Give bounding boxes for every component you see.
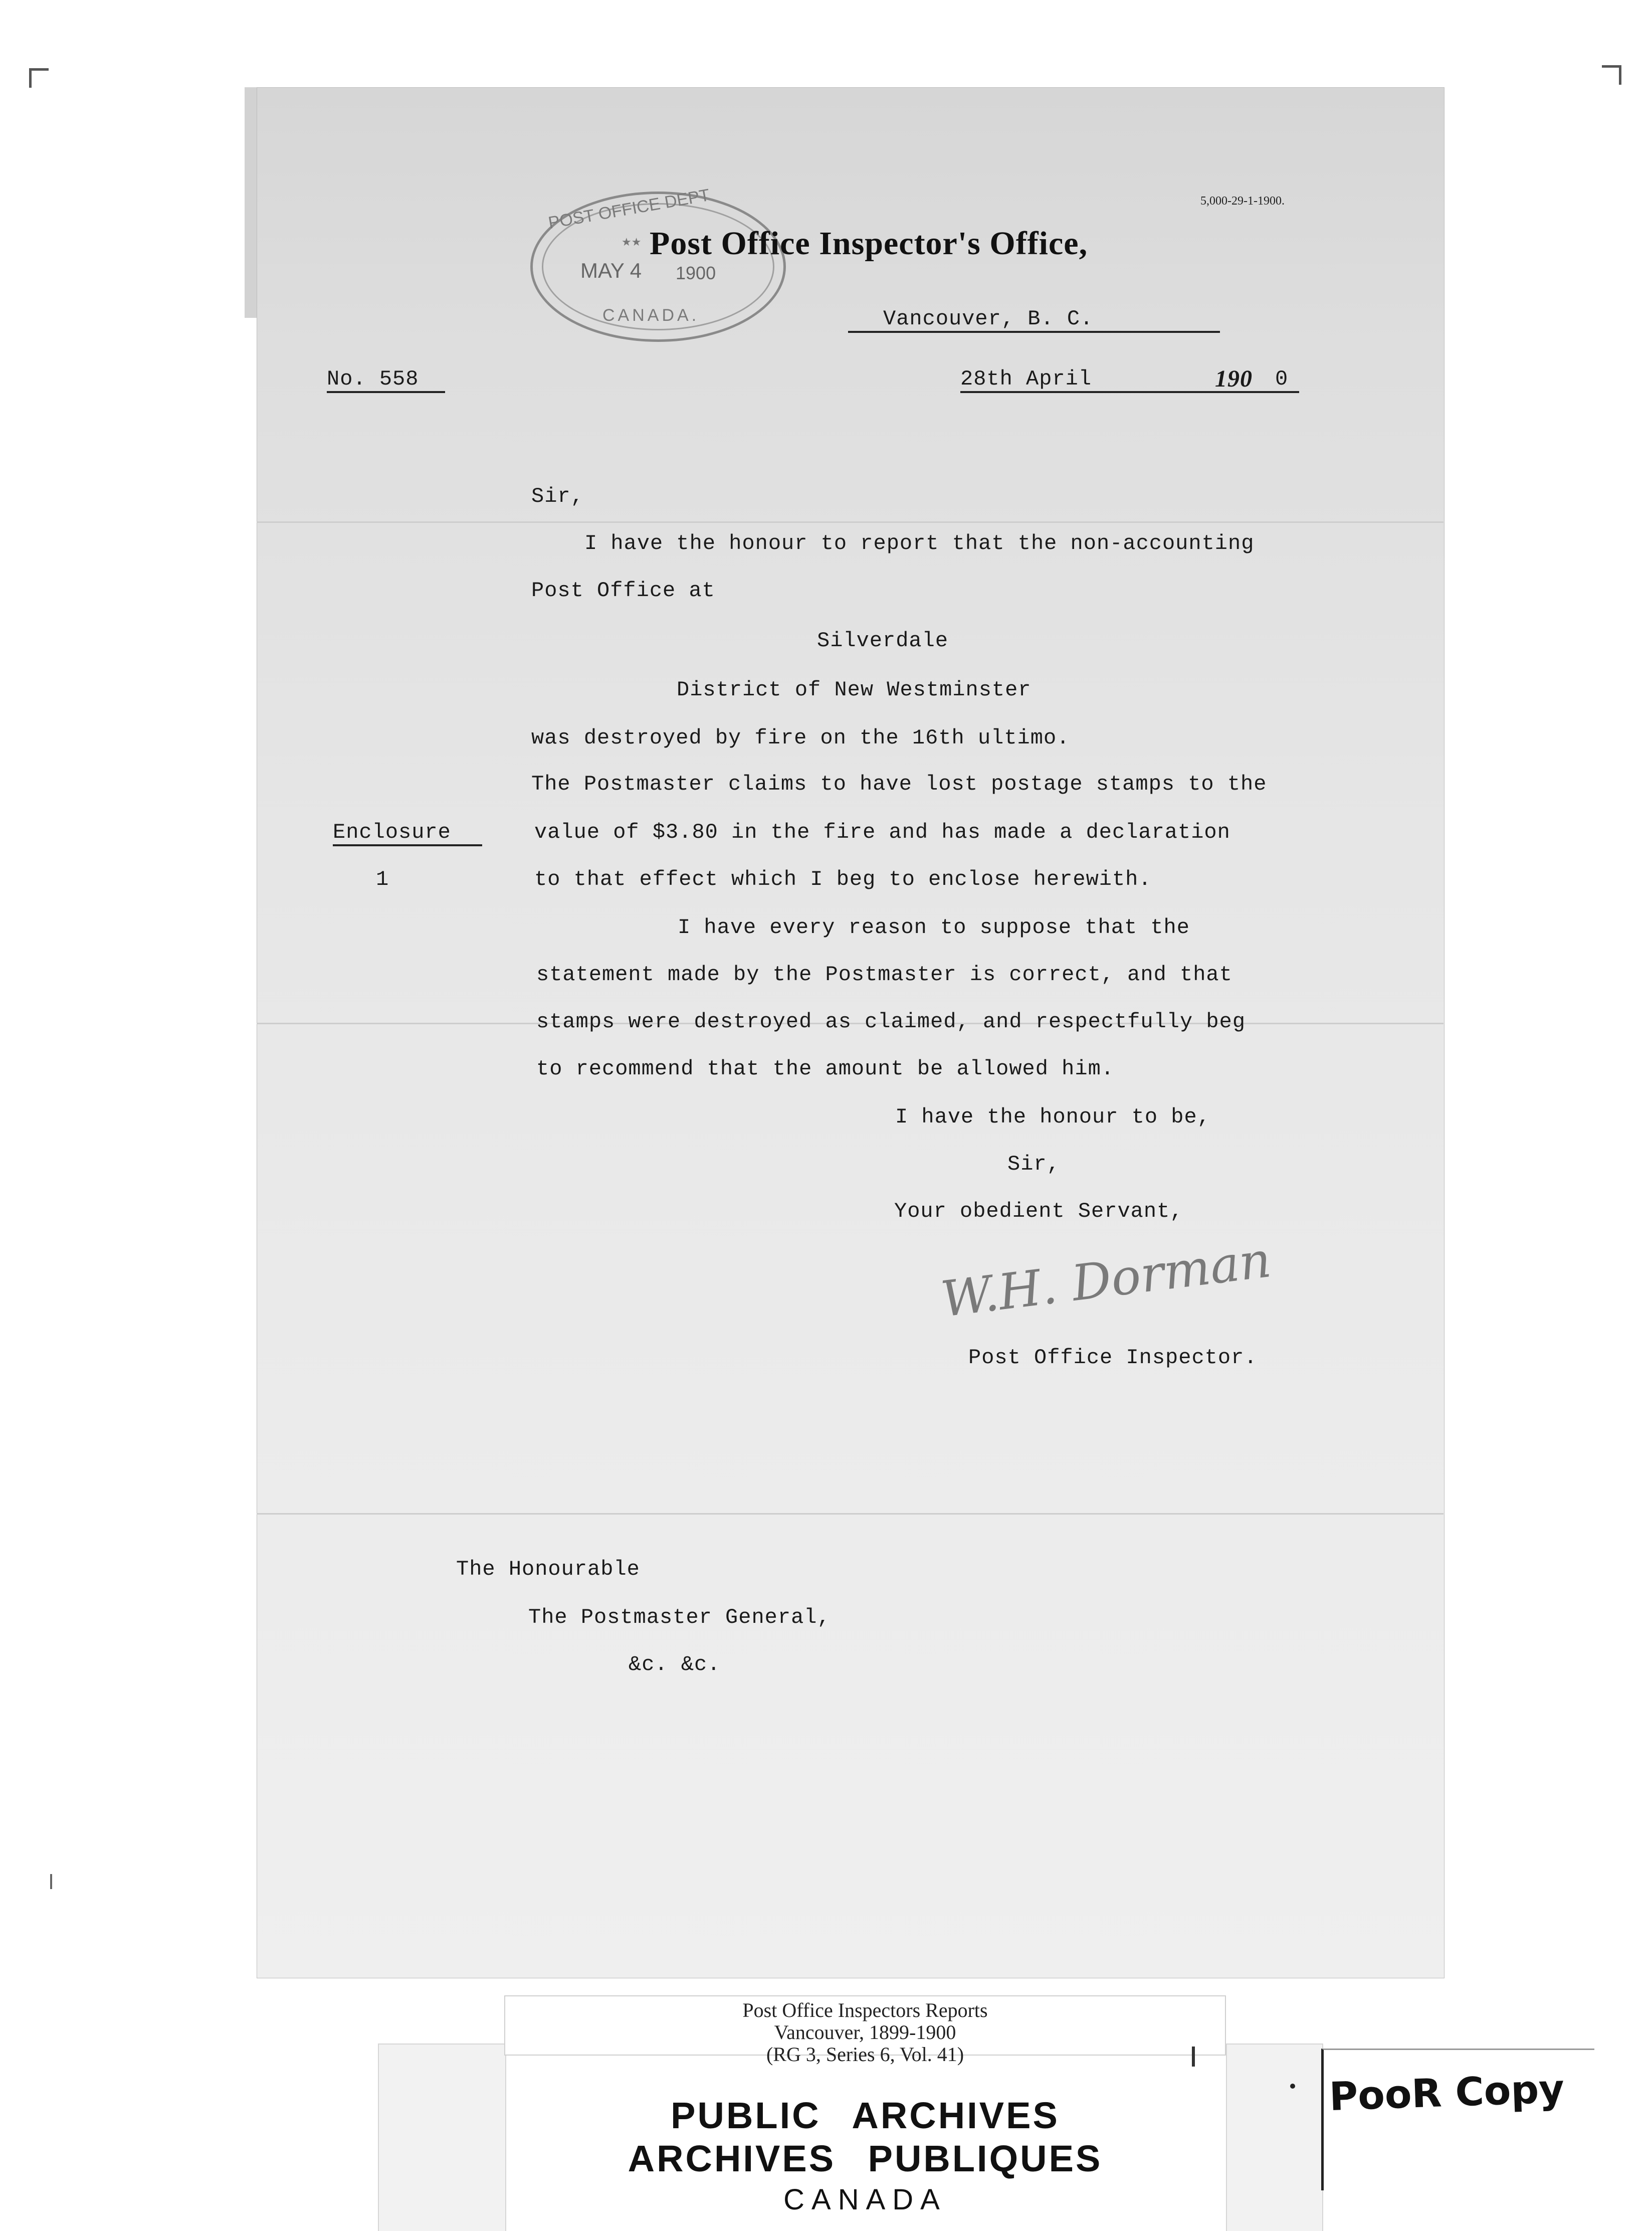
archive-reference-label <box>504 1995 1226 2066</box>
enclosure-label: Enclosure <box>333 820 482 846</box>
stamp-bottom-text: CANADA. <box>602 306 700 325</box>
archive-label-line: Post Office Inspectors Reports <box>742 1999 988 2021</box>
addressee-line: The Honourable <box>456 1557 640 1581</box>
body-line: value of $3.80 in the fire and has made a declaration <box>534 820 1230 844</box>
letter-date <box>960 367 1299 393</box>
body-line: I have every reason to suppose that the <box>678 915 1190 940</box>
label-bracket <box>1192 2047 1195 2067</box>
archives-country: CANADA <box>783 2183 947 2216</box>
enclosure-count: 1 <box>376 867 389 891</box>
signatory-title: Post Office Inspector. <box>968 1346 1258 1370</box>
stamp-star-icon: ★★ <box>622 236 642 248</box>
body-line: was destroyed by fire on the 16th ultimo. <box>531 726 1070 750</box>
signature-text: W.H. Dorman <box>938 1231 1274 1329</box>
archive-label-line: (RG 3, Series 6, Vol. 41) <box>766 2043 964 2066</box>
addressee-line: &c. &c. <box>629 1652 721 1677</box>
reference-number: No. 558 <box>327 367 445 393</box>
letterhead-city: Vancouver, B. C. <box>848 307 1220 333</box>
paper-fold <box>257 1513 1443 1515</box>
frame-tick-mark <box>50 1874 52 1889</box>
letterhead-title: Post Office Inspector's Office, <box>650 225 1088 262</box>
body-line: The Postmaster claims to have lost postage stamps to the <box>531 772 1267 796</box>
closing-line: Sir, <box>1007 1152 1060 1176</box>
salutation: Sir, <box>531 484 584 508</box>
body-line: stamps were destroyed as claimed, and respectfully beg <box>536 1010 1246 1034</box>
frame-corner-top-right <box>1602 65 1621 85</box>
signature <box>938 1231 1274 1329</box>
archives-french: ARCHIVES PUBLIQUES <box>628 2138 1103 2179</box>
stamp-date: MAY 4 <box>580 259 642 282</box>
letter-date-year-prefix: 190 <box>1215 365 1253 392</box>
frame-corner-top-left <box>29 68 49 88</box>
archive-tab-left <box>378 2043 506 2231</box>
print-code: 5,000-29-1-1900. <box>1200 195 1285 208</box>
bullet-dot <box>1290 2084 1295 2089</box>
district-name: District of New Westminster <box>677 678 1031 702</box>
body-line: to recommend that the amount be allowed him. <box>536 1057 1114 1081</box>
stamp-year: 1900 <box>676 263 716 283</box>
body-line: to that effect which I beg to enclose herewith. <box>534 867 1152 891</box>
archives-english: PUBLIC ARCHIVES <box>671 2095 1060 2136</box>
letter-date-day: 28th April <box>960 367 1092 391</box>
post-office-name: Silverdale <box>817 629 949 653</box>
body-line: Post Office at <box>531 579 715 603</box>
letter-date-year-digit: 0 <box>1275 367 1289 391</box>
body-line: I have the honour to report that the non-accounting <box>584 531 1255 555</box>
closing-line: I have the honour to be, <box>895 1105 1210 1129</box>
paper-fold <box>257 521 1443 523</box>
addressee-line: The Postmaster General, <box>528 1605 831 1629</box>
archives-banner <box>504 2094 1226 2220</box>
archive-tab-right <box>1226 2043 1323 2231</box>
quality-note: PooR Copy <box>1328 2066 1565 2120</box>
archive-label-line: Vancouver, 1899-1900 <box>774 2021 956 2043</box>
body-line: statement made by the Postmaster is correct, and that <box>536 963 1232 987</box>
closing-line: Your obedient Servant, <box>894 1199 1183 1223</box>
stamp-top-text: POST OFFICE DEPT <box>547 185 711 233</box>
